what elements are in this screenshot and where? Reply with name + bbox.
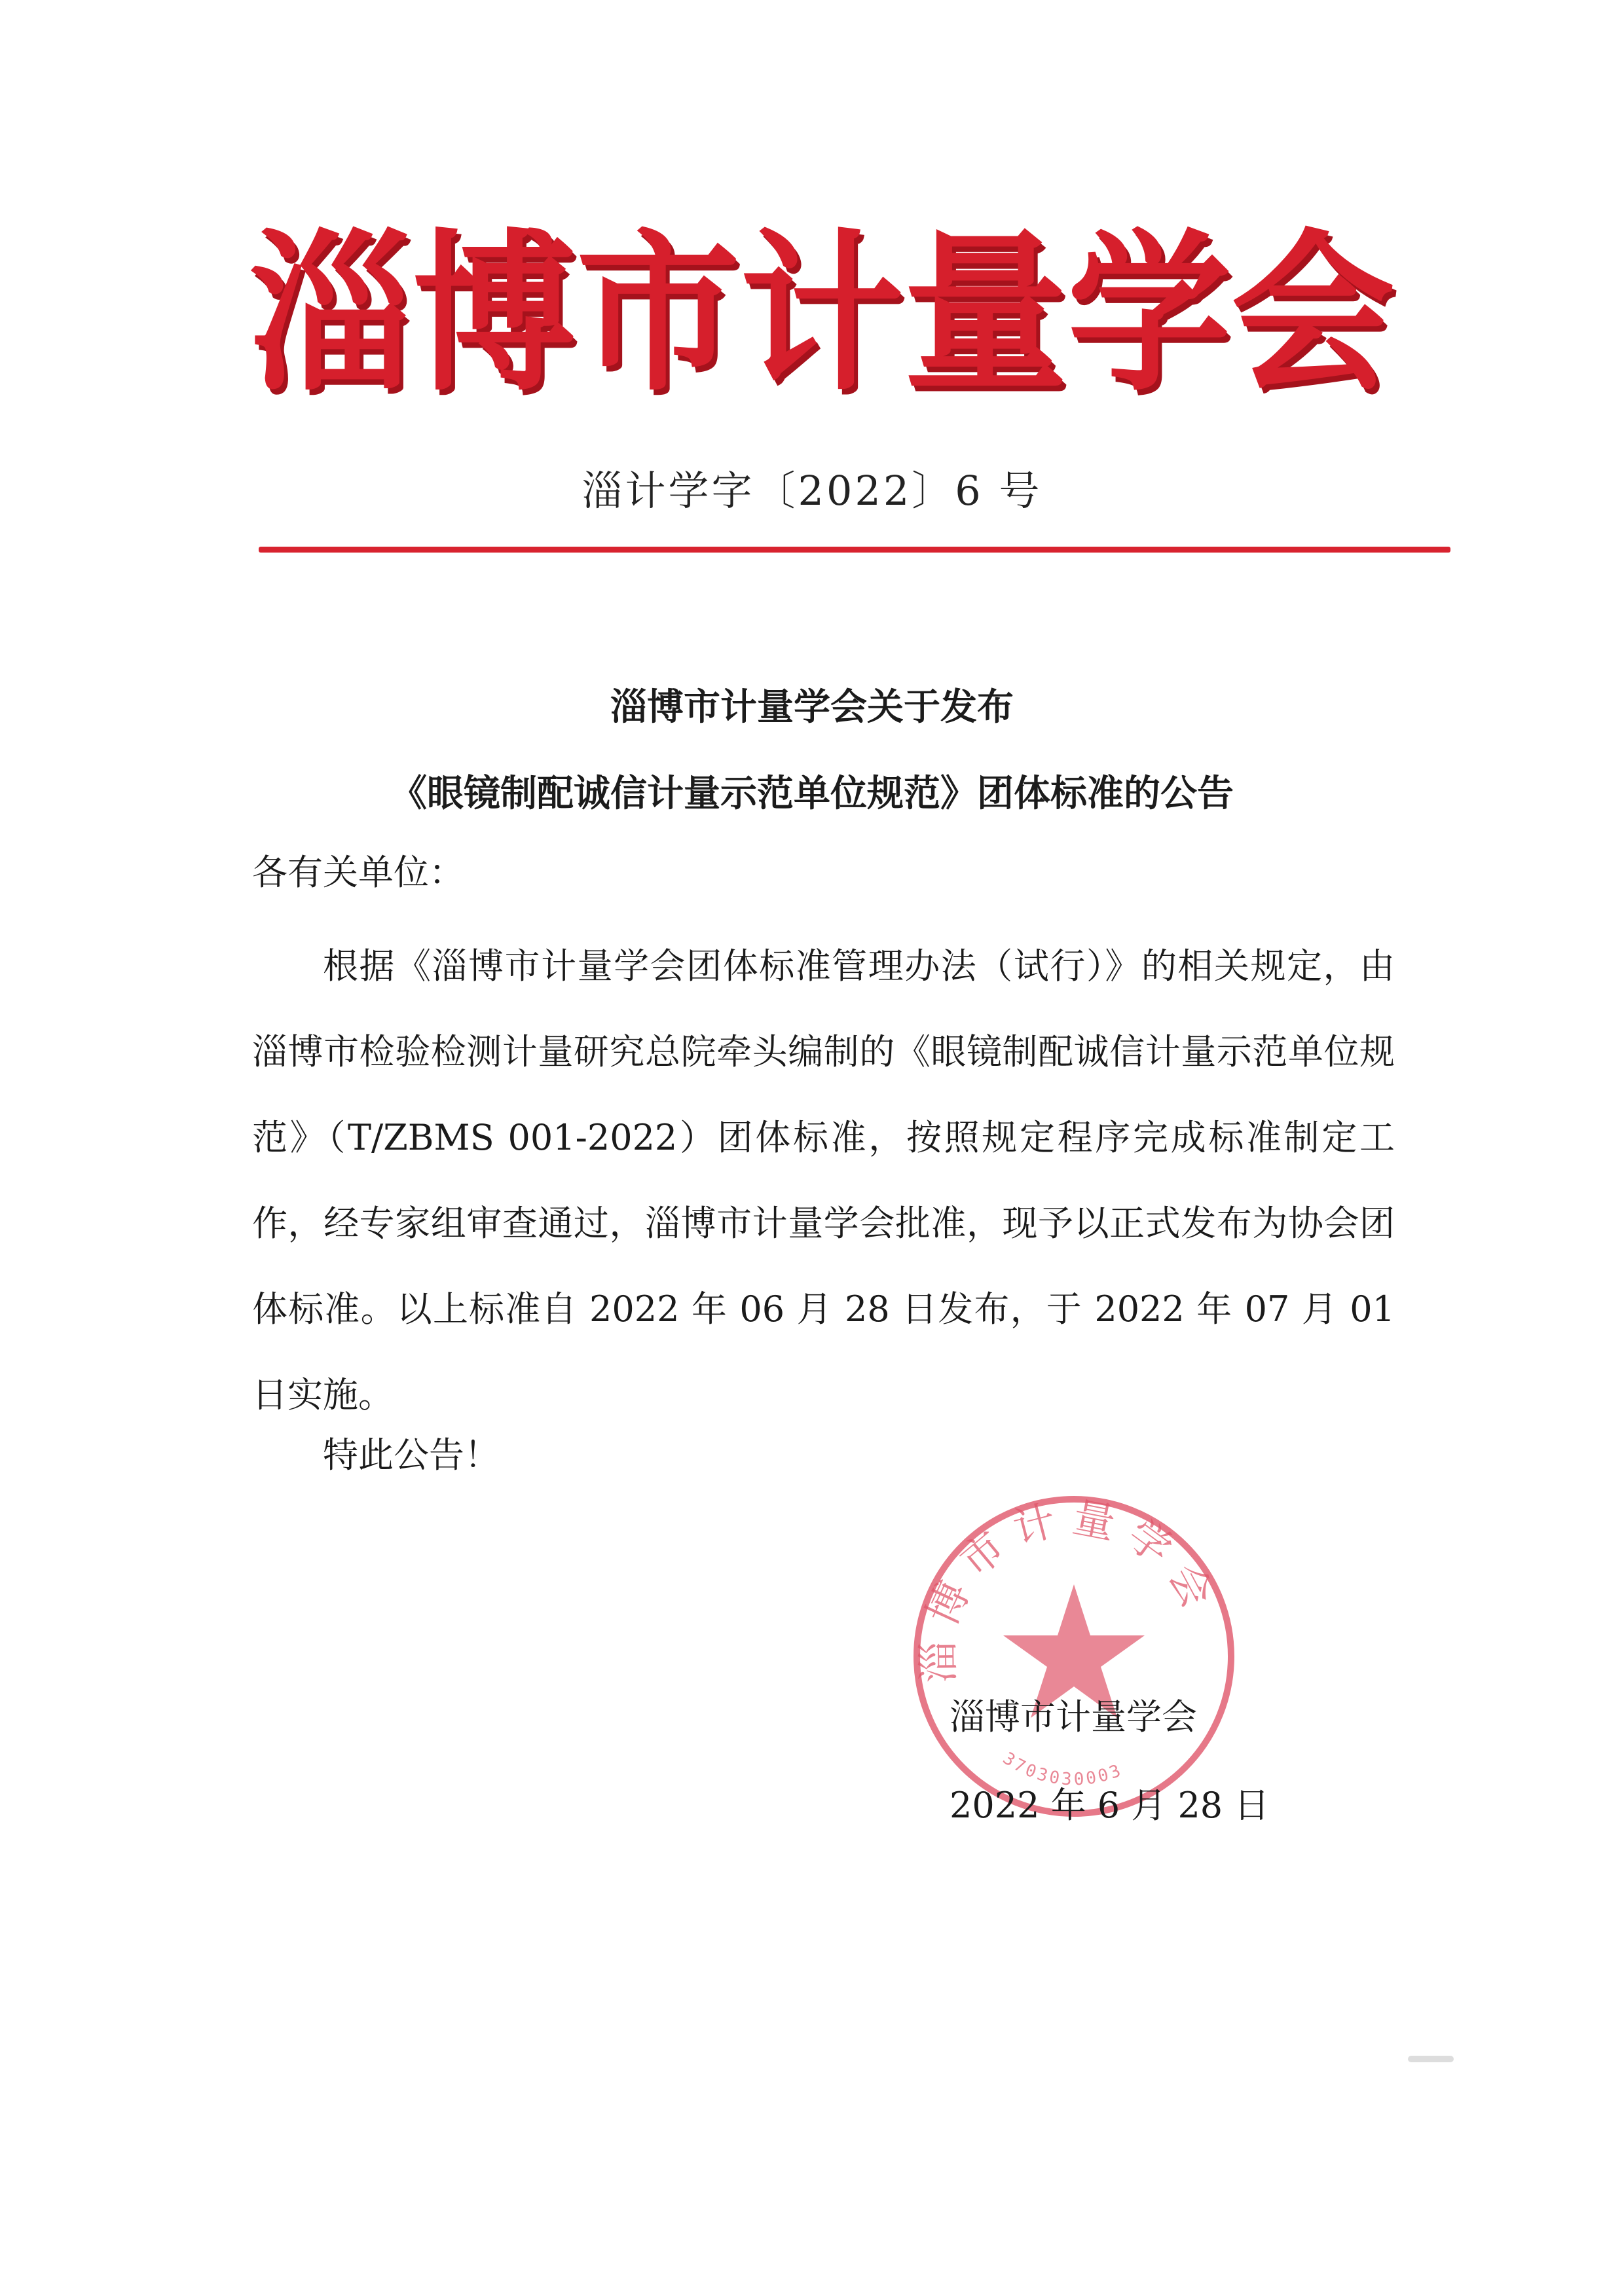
masthead-char: 学 (1067, 213, 1231, 414)
masthead-char: 量 (904, 213, 1067, 414)
seal-serial-text: 3703030003 (999, 1748, 1126, 1790)
signature-date: 2022 年 6 月 28 日 (950, 1785, 1270, 1826)
masthead-char: 淄 (249, 213, 413, 414)
official-seal-icon (904, 1486, 1244, 1827)
signature-organization: 淄博市计量学会 (950, 1696, 1197, 1738)
announcement-title-line-2: 《眼镜制配诚信计量示范单位规范》团体标准的公告 (390, 773, 1234, 815)
body-paragraph: 根据《淄博市计量学会团体标准管理办法（试行）》的相关规定，由淄博市检验检测计量研究总院牵头编制的《眼镜制配诚信计量示范单位规范》（T/ZBMS 001-2022）团体标准，按照规定程序完成标准制定工作，经专家组审查通过，淄博市计量学会批准，现予以正式发布为协会团体标准。以上标准自 2022 年 06 月 28 日发布，于 2022 年 07 月 01 日实施。 (252, 945, 1395, 1415)
red-divider-line (259, 547, 1450, 553)
masthead-title (249, 196, 1395, 432)
masthead-char: 会 (1231, 213, 1395, 414)
document-number: 淄计学字〔2022〕6 号 (581, 467, 1043, 515)
seal-arc-text: 淄博市计量学会 (914, 1493, 1227, 1684)
masthead-char: 计 (740, 213, 904, 414)
closing-line: 特此公告！ (323, 1434, 500, 1476)
scan-speck (1408, 2056, 1454, 2062)
salutation: 各有关单位： (252, 852, 464, 893)
masthead-char: 市 (576, 213, 740, 414)
announcement-title-line-1: 淄博市计量学会关于发布 (610, 686, 1014, 729)
masthead-char: 博 (413, 213, 576, 414)
